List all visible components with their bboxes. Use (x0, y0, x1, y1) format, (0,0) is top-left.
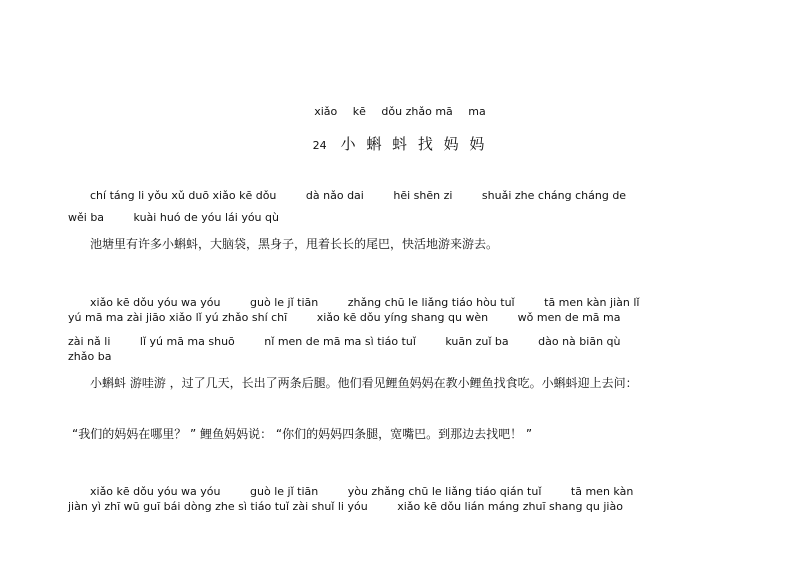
p1-pinyin-line-2 (68, 209, 305, 227)
pinyin-segment: yú mā ma zài jiāo xiǎo lǐ yú zhǎo shí chī (68, 311, 288, 324)
pinyin-segment: xiǎo kē dǒu yíng shang qu wèn (316, 311, 489, 324)
p2-pinyin-line-2 (68, 309, 647, 327)
pinyin-segment: xiǎo kē dǒu yóu wa yóu (90, 296, 221, 309)
title-pinyin-3: dǒu zhǎo mā (381, 105, 453, 118)
pinyin-segment: guò le jǐ tiān (250, 296, 319, 309)
pinyin-segment: jiàn yì zhī wū guī bái dòng zhe sì tiáo tuǐ zài shuǐ li yóu (68, 500, 368, 513)
title-pinyin (0, 105, 800, 118)
title-pinyin-1: xiǎo (314, 105, 338, 118)
p1-pinyin-line-1 (90, 187, 652, 205)
title-pinyin-2: kē (352, 105, 366, 118)
pinyin-segment: kuài huó de yóu lái yóu qù (133, 211, 279, 224)
pinyin-segment: xiǎo kē dǒu yóu wa yóu (90, 485, 221, 498)
p2-pinyin-line-3 (68, 333, 647, 351)
pinyin-segment: hēi shēn zi (393, 189, 453, 202)
p1-chinese: 池塘里有许多小蝌蚪，大脑袋，黑身子，甩着长长的尾巴，快活地游来游去。 (90, 237, 499, 251)
p3-pinyin-line-2 (68, 498, 649, 516)
pinyin-segment: shuǎi zhe cháng cháng de (481, 189, 627, 202)
p2-pinyin-line-4 (68, 348, 137, 366)
pinyin-segment: nǐ men de mā ma sì tiáo tuǐ (264, 335, 416, 348)
pinyin-segment: zhǎng chū le liǎng tiáo hòu tuǐ (347, 296, 515, 309)
pinyin-segment: guò le jǐ tiān (250, 485, 319, 498)
lesson-number: 24 (312, 139, 327, 152)
p2-dialogue: “我们的妈妈在哪里？ ” 鲤鱼妈妈说： “你们的妈妈四条腿，宽嘴巴。到那边去找吧！ ” (72, 427, 533, 441)
pinyin-segment: chí táng li yǒu xǔ duō xiǎo kē dǒu (90, 189, 277, 202)
p2-chinese: 小蝌蚪 游哇游 ，过了几天，长出了两条后腿。他们看见鲤鱼妈妈在教小鲤鱼找食吃。小蝌蚪迎上去问： (90, 376, 638, 390)
pinyin-segment: tā men kàn jiàn lǐ (544, 296, 640, 309)
pinyin-segment: kuān zuǐ ba (445, 335, 509, 348)
title-pinyin-4: ma (468, 105, 486, 118)
pinyin-segment: dà nǎo dai (305, 189, 364, 202)
pinyin-segment: zài nǎ li (68, 335, 111, 348)
pinyin-segment: dào nà biān qù (538, 335, 621, 348)
pinyin-segment: xiǎo kē dǒu lián máng zhuī shang qu jiào (397, 500, 623, 513)
pinyin-segment: tā men kàn (570, 485, 634, 498)
page-title (0, 133, 800, 154)
pinyin-segment: zhǎo ba (68, 350, 112, 363)
pinyin-segment: wǒ men de mā ma (517, 311, 621, 324)
pinyin-segment: wěi ba (68, 211, 105, 224)
title-text: 小 蝌 蚪 找 妈 妈 (340, 135, 488, 153)
pinyin-segment: lǐ yú mā ma shuō (139, 335, 235, 348)
pinyin-segment: yòu zhǎng chū le liǎng tiáo qián tuǐ (347, 485, 542, 498)
